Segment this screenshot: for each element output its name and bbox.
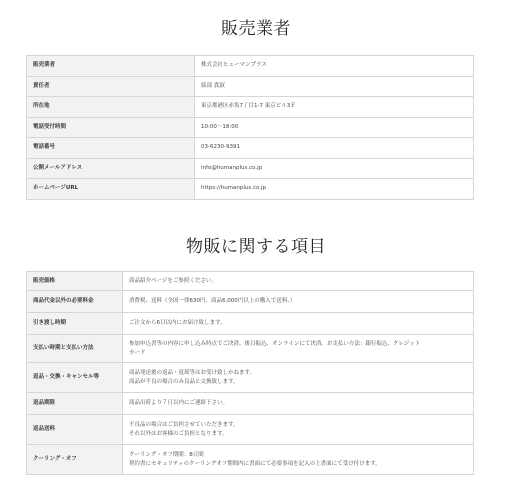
row-label-homepage: ホームページURL: [27, 179, 195, 200]
table-row: [27, 272, 474, 291]
value-line: クーリング・オフ期間：8日間: [129, 451, 204, 458]
table-row: [27, 76, 474, 97]
row-label-returns: 返品・交換・キャンセル等: [27, 363, 123, 393]
row-value-seller: 株式会社ヒューマンプラス: [195, 56, 474, 77]
row-label-delivery: 引き渡し時期: [27, 313, 123, 335]
value-line: 不良品の場合はご負担させていただきます。: [129, 421, 239, 428]
row-value-email[interactable]: info@humanplus.co.jp: [195, 158, 474, 179]
table-row: [27, 415, 474, 445]
seller-info-table: [26, 55, 474, 200]
table-row: [27, 97, 474, 118]
table-row: [27, 179, 474, 200]
row-value-phone-hours: 10:00〜18:00: [195, 117, 474, 138]
row-value-manager: 綾部 貴淑: [195, 76, 474, 97]
row-label-phone-hours: 電話受付時間: [27, 117, 195, 138]
row-value-phone[interactable]: 03-6230-9391: [195, 138, 474, 159]
row-label-cooling-off: クーリング・オフ: [27, 445, 123, 475]
row-value-address: 東京都港区赤坂7丁目1-7 東京ビル3Ｆ: [195, 97, 474, 118]
table-row: [27, 335, 474, 363]
row-value-extra-fees: [123, 291, 474, 313]
table-row: [27, 158, 474, 179]
value-line: 参加申込書等の内容に申し込み時点でご決済、後日振込、オンラインにて決済。お支払い方法：銀行振込、クレジット: [129, 340, 421, 347]
table-row: [27, 313, 474, 335]
value-line: 消費税、送料（全国一律630円、商品6,000円以上の購入で送料、）: [129, 298, 296, 305]
value-line: 商品が不良の場合のみ良品と交換致します。: [129, 378, 239, 385]
value-line: 商品出荷より７日以内にご連絡下さい。: [129, 400, 229, 407]
row-label-address: 所在地: [27, 97, 195, 118]
row-label-phone: 電話番号: [27, 138, 195, 159]
table-row: [27, 56, 474, 77]
row-label-price: 販売価格: [27, 272, 123, 291]
row-label-payment: 支払い時期と支払い方法: [27, 335, 123, 363]
value-line: 商品発送後の返品・返却等はお受け致しかねます。: [129, 369, 256, 376]
row-label-email: 公開メールアドレス: [27, 158, 195, 179]
value-line: 契約書にセキュリティのクーリングオフ期間内に書面にて必要事項を記入の上書面にて受け付けます。: [129, 460, 381, 467]
table-row: [27, 138, 474, 159]
row-value-return-shipping: [123, 415, 474, 445]
table-row: [27, 291, 474, 313]
value-line: ご注文から6日以内にお届け致します。: [129, 320, 226, 327]
sales-section-title: 物販に関する項目: [186, 237, 326, 257]
value-line: カード: [129, 349, 146, 356]
table-row: [27, 363, 474, 393]
value-line: 商品紹介ページをご参照ください。: [129, 277, 217, 284]
table-row: [27, 117, 474, 138]
row-label-seller: 販売業者: [27, 56, 195, 77]
row-label-return-shipping: 返品送料: [27, 415, 123, 445]
table-row: [27, 393, 474, 415]
row-value-returns: [123, 363, 474, 393]
row-value-cooling-off: [123, 445, 474, 475]
row-value-payment: [123, 335, 474, 363]
sales-info-table: [26, 271, 474, 475]
row-label-manager: 責任者: [27, 76, 195, 97]
row-value-homepage[interactable]: https://humanplus.co.jp: [195, 179, 474, 200]
value-line: それ以外はお客様のご負担となります。: [129, 430, 228, 437]
table-row: [27, 445, 474, 475]
seller-section-title: 販売業者: [221, 19, 291, 39]
row-label-extra-fees: 商品代金以外の必要料金: [27, 291, 123, 313]
row-value-delivery: [123, 313, 474, 335]
row-value-return-deadline: [123, 393, 474, 415]
row-value-price: [123, 272, 474, 291]
row-label-return-deadline: 返品期限: [27, 393, 123, 415]
